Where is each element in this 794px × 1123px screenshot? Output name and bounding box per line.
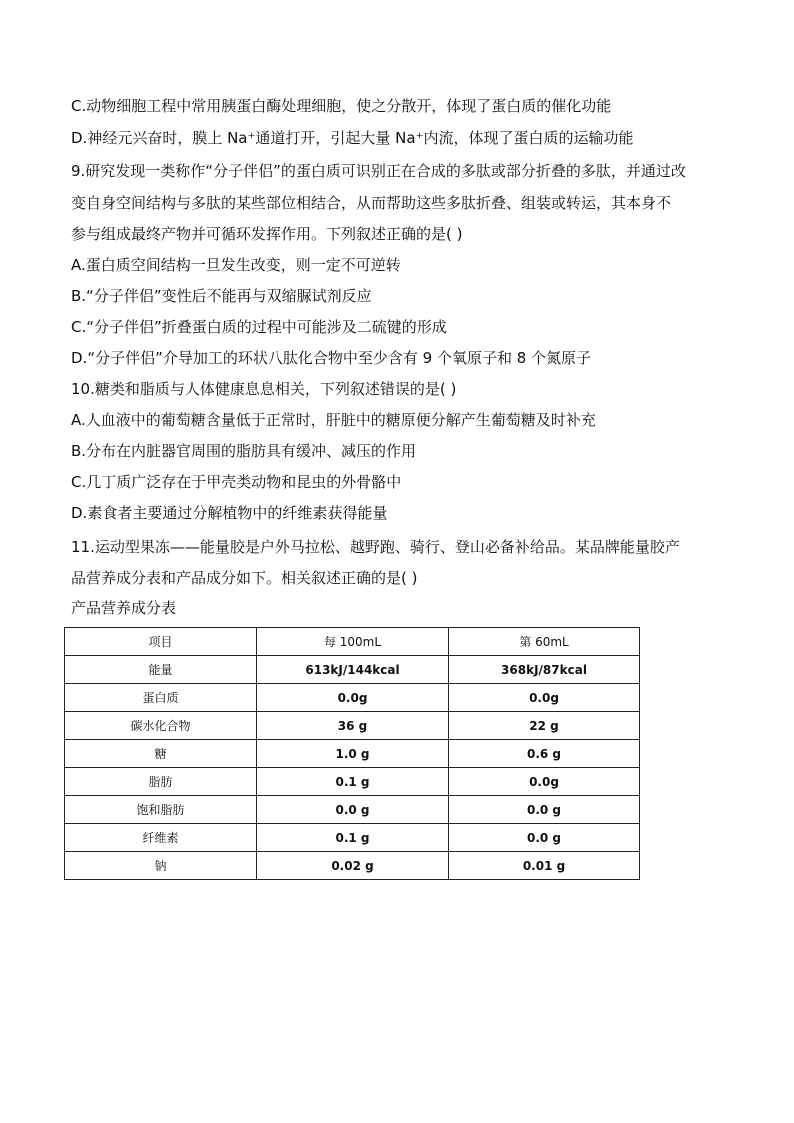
table-cell: 0.6 g [449, 740, 640, 768]
question-9-line-3: 参与组成最终产物并可循环发挥作用。下列叙述正确的是( ) [71, 225, 463, 243]
table-row [65, 768, 640, 796]
option-a-q10: A.人血液中的葡萄糖含量低于正常时，肝脏中的糖原便分解产生葡萄糖及时补充 [71, 411, 596, 429]
option-a-q9: A.蛋白质空间结构一旦发生改变，则一定不可逆转 [71, 256, 401, 274]
table-cell: 脂肪 [65, 768, 257, 796]
table-cell: 碳水化合物 [65, 712, 257, 740]
table-cell: 0.1 g [257, 824, 449, 852]
option-d-q9: D.“分子伴侣”介导加工的环状八肽化合物中至少含有 9 个氧原子和 8 个氮原子 [71, 349, 592, 367]
table-cell: 能量 [65, 656, 257, 684]
table-row [65, 740, 640, 768]
table-header-row [65, 628, 640, 656]
question-9-line-1: 9.研究发现一类称作“分子伴侣”的蛋白质可识别正在合成的多肽或部分折叠的多肽，并通过改 [71, 162, 686, 180]
table-cell: 0.02 g [257, 852, 449, 880]
table-cell: 0.0 g [257, 796, 449, 824]
question-10: 10.糖类和脂质与人体健康息息相关，下列叙述错误的是( ) [71, 380, 457, 398]
table-row [65, 852, 640, 880]
option-c-q8: C.动物细胞工程中常用胰蛋白酶处理细胞，使之分散开，体现了蛋白质的催化功能 [71, 97, 612, 115]
table-cell: 0.1 g [257, 768, 449, 796]
table-row [65, 796, 640, 824]
table-cell: 0.0g [257, 684, 449, 712]
header-cell-per-60ml: 第 60mL [449, 628, 640, 656]
table-cell: 36 g [257, 712, 449, 740]
table-cell: 糖 [65, 740, 257, 768]
table-cell: 1.0 g [257, 740, 449, 768]
option-c-q10: C.几丁质广泛存在于甲壳类动物和昆虫的外骨骼中 [71, 473, 402, 491]
option-d-q8: D.神经元兴奋时，膜上 Na⁺通道打开，引起大量 Na⁺内流，体现了蛋白质的运输功能 [71, 129, 634, 147]
table-cell: 饱和脂肪 [65, 796, 257, 824]
table-row [65, 824, 640, 852]
table-cell: 0.0g [449, 768, 640, 796]
option-c-q9: C.“分子伴侣”折叠蛋白质的过程中可能涉及二硫键的形成 [71, 318, 447, 336]
table-cell: 纤维素 [65, 824, 257, 852]
table-cell: 0.0g [449, 684, 640, 712]
question-11-line-2: 品营养成分表和产品成分如下。相关叙述正确的是( ) [71, 569, 418, 587]
table-row [65, 684, 640, 712]
nutrition-table [64, 627, 640, 880]
table-row [65, 656, 640, 684]
option-d-q10: D.素食者主要通过分解植物中的纤维素获得能量 [71, 504, 388, 522]
header-cell-item: 项目 [65, 628, 257, 656]
option-b-q9: B.“分子伴侣”变性后不能再与双缩脲试剂反应 [71, 287, 372, 305]
table-cell: 613kJ/144kcal [257, 656, 449, 684]
option-b-q10: B.分布在内脏器官周围的脂肪具有缓冲、减压的作用 [71, 442, 417, 460]
table-cell: 0.0 g [449, 796, 640, 824]
table-cell: 蛋白质 [65, 684, 257, 712]
table-row [65, 712, 640, 740]
table-cell: 钠 [65, 852, 257, 880]
question-11-line-1: 11.运动型果冻——能量胶是户外马拉松、越野跑、骑行、登山必备补给品。某品牌能量胶产 [71, 538, 680, 556]
table-cell: 368kJ/87kcal [449, 656, 640, 684]
header-cell-per-100ml: 每 100mL [257, 628, 449, 656]
table-caption: 产品营养成分表 [71, 599, 177, 617]
table-cell: 0.0 g [449, 824, 640, 852]
table-cell: 0.01 g [449, 852, 640, 880]
table-cell: 22 g [449, 712, 640, 740]
question-9-line-2: 变自身空间结构与多肽的某些部位相结合，从而帮助这些多肽折叠、组装或转运，其本身不 [71, 194, 672, 212]
